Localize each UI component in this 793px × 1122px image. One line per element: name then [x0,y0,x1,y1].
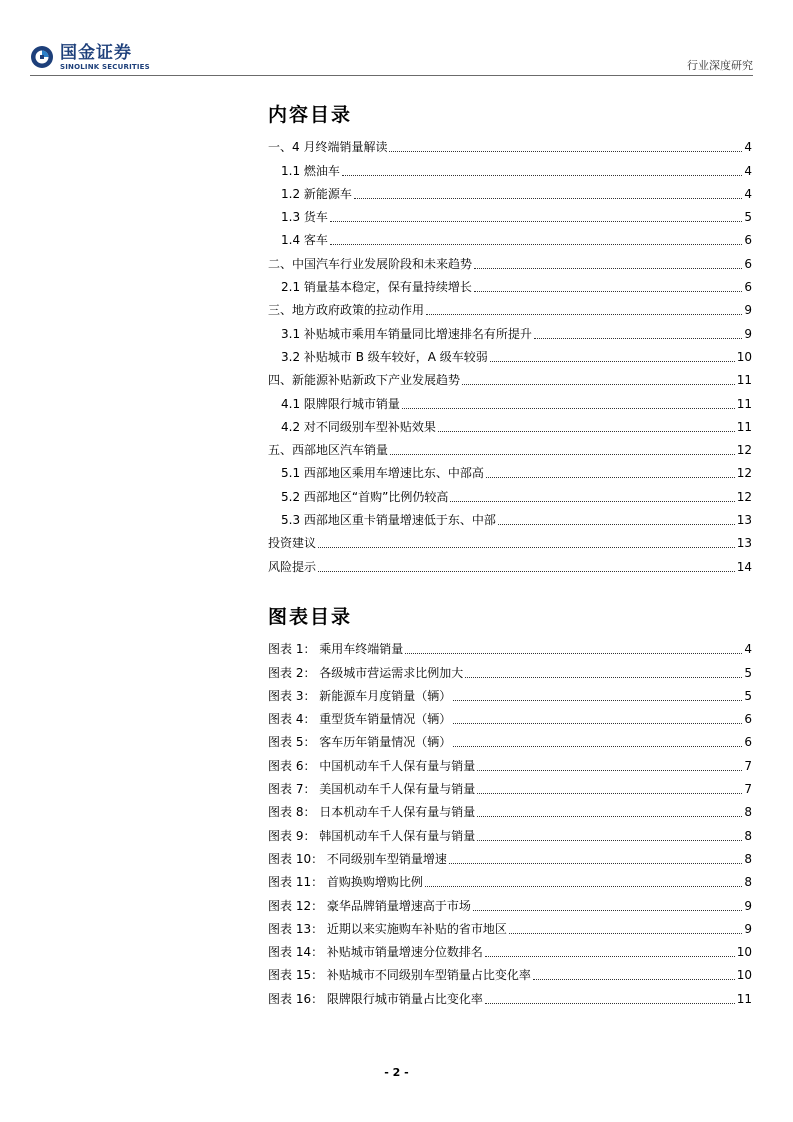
figure-entry-page: 8 [744,828,752,843]
figure-entry-label: 图表 14： 补贴城市销量增速分位数排名 [268,945,483,960]
dot-leader [485,956,735,957]
figure-entry-page: 5 [744,688,752,703]
dot-leader [534,338,742,339]
dot-leader [498,524,735,525]
figure-entry[interactable] [268,846,752,869]
toc-entry-label: 1.1 燃油车 [281,163,340,178]
figure-entry-label: 图表 6： 中国机动车千人保有量与销量 [268,758,476,773]
figure-entry[interactable] [268,776,752,799]
dot-leader [342,175,742,176]
toc-entry-label: 五、西部地区汽车销量 [268,443,389,458]
toc-entry-label: 1.3 货车 [281,210,328,225]
toc-entry[interactable] [268,250,752,273]
figure-entry-label: 图表 5： 客车历年销量情况（辆） [268,735,452,750]
figure-entry[interactable] [268,659,752,682]
figure-entry[interactable] [268,752,752,775]
dot-leader [462,384,735,385]
report-type-label: 行业深度研究 [687,59,753,72]
figure-entry-label: 图表 9： 韩国机动车千人保有量与销量 [268,828,476,843]
toc-entry-page: 11 [736,396,752,411]
toc-entry-label: 1.2 新能源车 [281,186,352,201]
toc-entry-label: 投资建议 [268,536,317,551]
toc-entry-label: 5.1 西部地区乘用车增速比东、中部高 [281,466,484,481]
toc-entry-page: 6 [744,280,752,295]
toc-entry[interactable] [268,227,752,250]
figure-entry-page: 6 [744,735,752,750]
figure-entry[interactable] [268,869,752,892]
toc-entry-page: 13 [736,513,752,528]
toc-entry-label: 3.1 补贴城市乘用车销量同比增速排名有所提升 [281,326,532,341]
figure-entry[interactable] [268,636,752,659]
figure-entry-label: 图表 16： 限牌限行城市销量占比变化率 [268,991,483,1006]
toc-entry-page: 11 [736,373,752,388]
toc-entry[interactable] [268,274,752,297]
toc-entry-page: 12 [736,443,752,458]
dot-leader [426,314,742,315]
figure-entry-page: 6 [744,712,752,727]
dot-leader [477,816,742,817]
dot-leader [318,571,735,572]
company-logo [30,44,160,74]
figure-entry[interactable] [268,706,752,729]
toc-entry-page: 10 [736,349,752,364]
dot-leader [405,653,742,654]
logo-chinese-name: 国金证券 [60,43,132,63]
toc-entry-page: 4 [744,186,752,201]
figure-entry[interactable] [268,939,752,962]
dot-leader [474,268,742,269]
toc-title: 内容目录 [268,104,353,126]
toc-entry[interactable] [268,460,752,483]
toc-entry[interactable] [268,507,752,530]
figure-entry-page: 7 [744,758,752,773]
toc-entry[interactable] [268,483,752,506]
figure-entry-label: 图表 1： 乘用车终端销量 [268,642,404,657]
figure-entry-page: 4 [744,642,752,657]
dot-leader [330,221,742,222]
toc-entry[interactable] [268,553,752,576]
toc-entry[interactable] [268,390,752,413]
figure-entry-page: 8 [744,805,752,820]
dot-leader [330,244,742,245]
figure-entry-page: 10 [736,968,752,983]
figure-entry-label: 图表 11： 首购换购增购比例 [268,875,423,890]
toc-entry[interactable] [268,320,752,343]
figure-entry-page: 5 [744,665,752,680]
toc-entry-page: 9 [744,326,752,341]
dot-leader [474,291,742,292]
toc-entry-page: 12 [736,466,752,481]
figures-list [268,636,752,1009]
toc-entry-label: 二、中国汽车行业发展阶段和未来趋势 [268,256,473,271]
figure-entry-label: 图表 3： 新能源车月度销量（辆） [268,688,452,703]
toc-entry-label: 风险提示 [268,559,317,574]
figure-entry-label: 图表 15： 补贴城市不同级别车型销量占比变化率 [268,968,531,983]
toc-entry-page: 12 [736,489,752,504]
figure-entry[interactable] [268,916,752,939]
dot-leader [473,910,742,911]
toc-entry-label: 3.2 补贴城市 B 级车较好，A 级车较弱 [281,349,488,364]
figure-entry[interactable] [268,892,752,915]
toc-entry-label: 5.3 西部地区重卡销量增速低于东、中部 [281,513,496,528]
figure-entry-page: 10 [736,945,752,960]
figure-entry-label: 图表 12： 豪华品牌销量增速高于市场 [268,898,471,913]
toc-entry[interactable] [268,414,752,437]
dot-leader [485,1003,735,1004]
dot-leader [453,723,742,724]
toc-entry-page: 6 [744,233,752,248]
dot-leader [438,431,735,432]
toc-entry-label: 4.1 限牌限行城市销量 [281,396,400,411]
figure-entry-label: 图表 4： 重型货车销量情况（辆） [268,712,452,727]
dot-leader [453,700,742,701]
figure-entry-label: 图表 2： 各级城市营运需求比例加大 [268,665,464,680]
toc-entry-page: 4 [744,140,752,155]
dot-leader [490,361,735,362]
toc-entry-label: 2.1 销量基本稳定，保有量持续增长 [281,280,472,295]
toc-entry[interactable] [268,530,752,553]
figure-entry-page: 9 [744,921,752,936]
toc-entry[interactable] [268,367,752,390]
toc-entry-label: 1.4 客车 [281,233,328,248]
figure-entry-label: 图表 10： 不同级别车型销量增速 [268,851,447,866]
dot-leader [425,886,742,887]
dot-leader [390,454,735,455]
dot-leader [533,979,735,980]
toc-entry-page: 11 [736,419,752,434]
figure-entry[interactable] [268,985,752,1008]
toc-entry[interactable] [268,437,752,460]
figure-entry-page: 7 [744,782,752,797]
figure-entry-label: 图表 13： 近期以来实施购车补贴的省市地区 [268,921,507,936]
figure-entry[interactable] [268,729,752,752]
dot-leader [389,151,742,152]
dot-leader [477,770,742,771]
dot-leader [318,547,735,548]
dot-leader [477,793,742,794]
figure-entry[interactable] [268,962,752,985]
toc-entry[interactable] [268,297,752,320]
figure-entry[interactable] [268,822,752,845]
figure-entry-page: 8 [744,851,752,866]
figure-entry[interactable] [268,683,752,706]
toc-entry[interactable] [268,344,752,367]
figure-entry-page: 8 [744,875,752,890]
dot-leader [354,198,742,199]
page-header [0,0,793,80]
toc-entry-label: 三、地方政府政策的拉动作用 [268,303,425,318]
dot-leader [477,840,742,841]
toc-entry-label: 四、新能源补贴新政下产业发展趋势 [268,373,461,388]
toc-entry-label: 5.2 西部地区“首购”比例仍较高 [281,489,449,504]
dot-leader [402,408,735,409]
sinolink-logo-icon [30,45,54,69]
dot-leader [465,677,742,678]
figure-entry[interactable] [268,799,752,822]
toc-entry-page: 4 [744,163,752,178]
dot-leader [450,501,734,502]
toc-entry-page: 13 [736,536,752,551]
toc-entry-label: 4.2 对不同级别车型补贴效果 [281,419,436,434]
dot-leader [453,746,742,747]
page-number: - 2 - [384,1066,409,1079]
toc-entry[interactable] [268,181,752,204]
toc-entry[interactable] [268,157,752,180]
figure-entry-page: 11 [736,991,752,1006]
toc-entry[interactable] [268,204,752,227]
toc-entry-page: 14 [736,559,752,574]
toc-entry-page: 6 [744,256,752,271]
figure-entry-label: 图表 8： 日本机动车千人保有量与销量 [268,805,476,820]
toc-entry[interactable] [268,134,752,157]
toc-list [268,134,752,577]
figures-title: 图表目录 [268,606,353,628]
header-divider [30,75,753,76]
toc-entry-page: 9 [744,303,752,318]
dot-leader [486,477,735,478]
figure-entry-label: 图表 7： 美国机动车千人保有量与销量 [268,782,476,797]
figure-entry-page: 9 [744,898,752,913]
toc-entry-label: 一、4 月终端销量解读 [268,140,388,155]
logo-english-name: SINOLINK SECURITIES [60,63,150,71]
dot-leader [449,863,742,864]
dot-leader [509,933,742,934]
toc-entry-page: 5 [744,210,752,225]
